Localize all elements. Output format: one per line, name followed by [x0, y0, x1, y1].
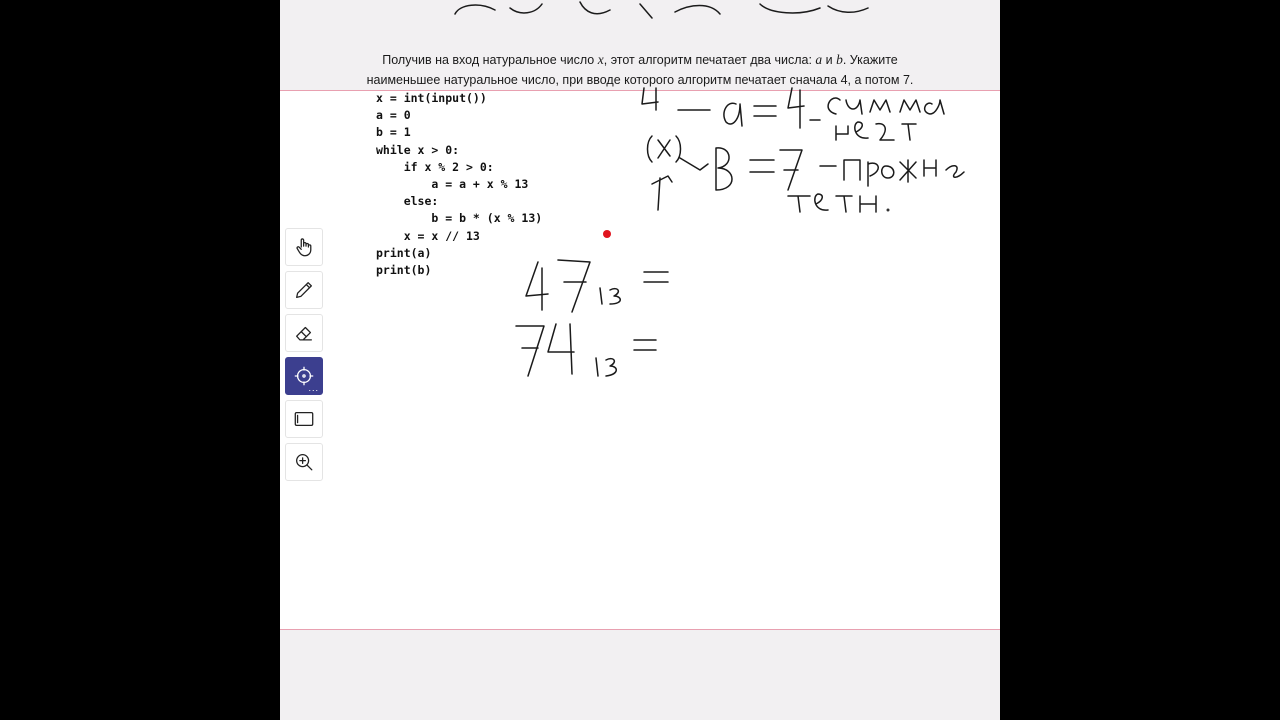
pen-tool-button[interactable] [285, 271, 323, 309]
variable-a: a [815, 52, 823, 67]
code-line: while x > 0: [376, 142, 460, 157]
code-line: x = x // 13 [376, 228, 480, 243]
code-listing [376, 90, 542, 279]
code-line: print(b) [376, 263, 432, 278]
pencil-icon [293, 279, 315, 301]
code-line: b = b * (x % 13) [376, 211, 543, 226]
variable-b: b [836, 52, 843, 67]
code-line: b = 1 [376, 125, 411, 140]
eraser-tool-button[interactable] [285, 314, 323, 352]
task-text [320, 50, 960, 90]
variable-x: x [597, 52, 604, 67]
code-line: if x % 2 > 0: [376, 159, 494, 174]
task-line-2: наименьшее натуральное число, при вводе которого алгоритм печатает сначала 4, а потом 7. [366, 73, 914, 87]
laser-pointer-dot [603, 230, 611, 238]
drawing-toolbar [285, 228, 323, 481]
task-line-1: Получив на вход натуральное число x, этот алгоритм печатает два числа: a и b. Укажите [382, 52, 898, 67]
code-line: x = int(input()) [376, 91, 487, 105]
code-line: print(a) [376, 245, 432, 260]
laser-pointer-tool-button[interactable] [285, 357, 323, 395]
code-line: a = 0 [376, 108, 411, 123]
eraser-icon [293, 322, 315, 344]
more-options-indicator: ... [308, 383, 319, 393]
shape-tool-button[interactable] [285, 400, 323, 438]
code-line: a = a + x % 13 [376, 177, 529, 192]
code-line: else: [376, 194, 439, 209]
zoom-in-icon [293, 451, 315, 473]
whiteboard-page[interactable] [280, 0, 1000, 720]
zoom-tool-button[interactable] [285, 443, 323, 481]
ink-stroke [455, 2, 868, 18]
rectangle-icon [293, 408, 315, 430]
hand-icon [293, 236, 315, 258]
hand-tool-button[interactable] [285, 228, 323, 266]
